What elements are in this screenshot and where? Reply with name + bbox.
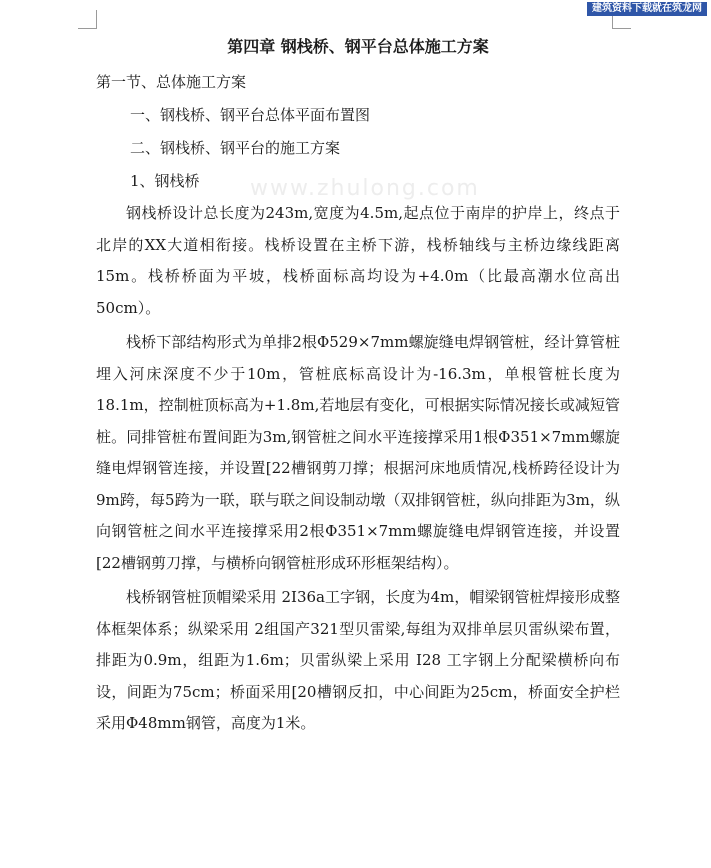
item-heading-1: 一、钢栈桥、钢平台总体平面布置图	[130, 106, 371, 124]
chapter-title: 第四章 钢栈桥、钢平台总体施工方案	[227, 37, 489, 56]
paragraph: 钢栈桥设计总长度为243m,宽度为4.5m,起点位于南岸的护岸上，终点于北岸的XX大道相衔接。栈桥设置在主桥下游，栈桥轴线与主桥边缘线距离15m。栈桥桥面为平坡，栈桥面标高均设为+4.0m（比最高潮水位高出50cm）。	[96, 204, 620, 317]
item-heading-2: 二、钢栈桥、钢平台的施工方案	[130, 139, 341, 157]
crop-mark-top-left	[78, 10, 97, 29]
paragraph: 栈桥下部结构形式为单排2根Φ529×7mm螺旋缝电焊钢管桩，经计算管桩埋入河床深度不少于10m，管桩底标高设计为-16.3m，单根管桩长度为18.1m，控制桩顶标高为+1.8m,若地层有变化，可根据实际情况接长或减短管桩。同排管桩布置间距为3m,钢管桩之间水平连接撑采用1根Φ351×7mm螺旋缝电焊钢管连接，并设置[22槽钢剪刀撑；根据河床地质情况,栈桥跨径设计为9m跨，每5跨为一联，联与联之间设制动墩（双排钢管桩，纵向排距为3m，纵向钢管桩之间水平连接撑采用2根Φ351×7mm螺旋缝电焊钢管连接，并设置[22槽钢剪刀撑，与横桥向钢管桩形成环形框架结构）。	[96, 333, 620, 572]
watermark-banner: 建筑资料下载就在筑龙网	[587, 2, 707, 16]
faint-watermark: www.zhulong.com	[250, 176, 480, 201]
paragraph: 栈桥钢管桩顶帽梁采用 2I36a工字钢，长度为4m，帽梁钢管桩焊接形成整体框架体系；纵梁采用 2组国产321型贝雷梁,每组为双排单层贝雷纵梁布置，排距为0.9m，组距为1.6m；贝雷纵梁上采用 I28 工字钢上分配梁横桥向布设，间距为75cm；桥面采用[20槽钢反扣，中心间距为25cm，桥面安全护栏采用Φ48mm钢管，高度为1米。	[96, 588, 620, 732]
document-body	[96, 36, 620, 740]
sub-heading-1: 1、钢栈桥	[130, 172, 200, 190]
section-heading: 第一节、总体施工方案	[96, 73, 247, 91]
